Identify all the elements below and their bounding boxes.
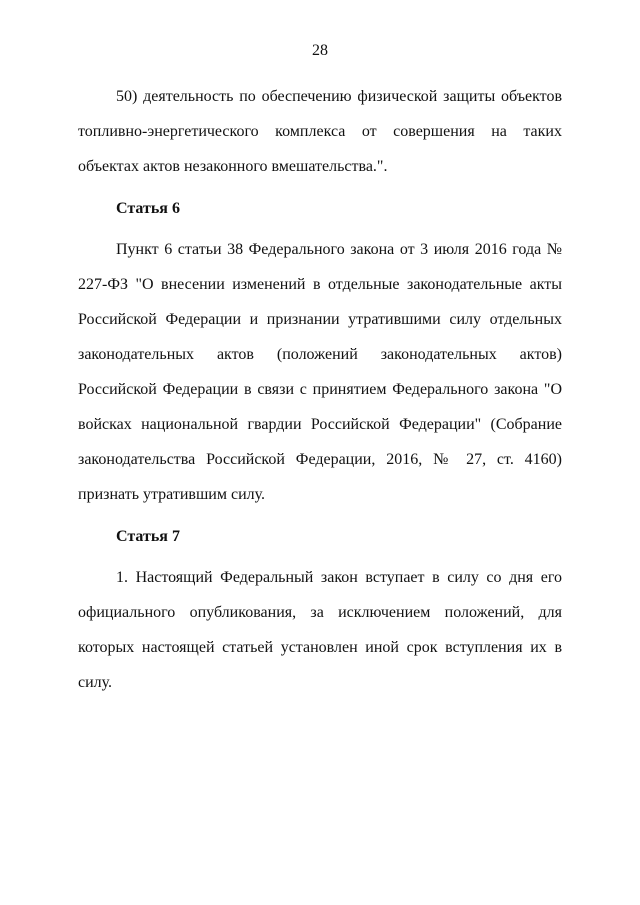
article-7-paragraph: 1. Настоящий Федеральный закон вступает в силу со дня его официального опубликования, за исключением положений, для которых настоящей статьей установлен иной срок вступления их в силу. — [78, 569, 562, 691]
item-50-paragraph: 50) деятельность по обеспечению физической защиты объектов топливно-энергетического комплекса от совершения на таких объектах актов незаконного вмешательства.". — [78, 88, 562, 175]
article-6-paragraph: Пункт 6 статьи 38 Федерального закона от 3 июля 2016 года № 227-ФЗ "О внесении изменений в отдельные законодательные акты Российской Федерации и признании утратившими силу отдельных законодательных актов (положений законодательных актов) Российской Федерации в связи с принятием Федерального закона "О войсках национальной гвардии Российской Федерации" (Собрание законодательства Российской Федерации, 2016, № 27, ст. 4160) признать утратившим силу. — [78, 241, 562, 503]
article-7-heading: Статья 7 — [116, 528, 180, 545]
document-body — [78, 79, 562, 700]
article-6-heading: Статья 6 — [116, 200, 180, 217]
page-number: 28 — [312, 42, 328, 59]
